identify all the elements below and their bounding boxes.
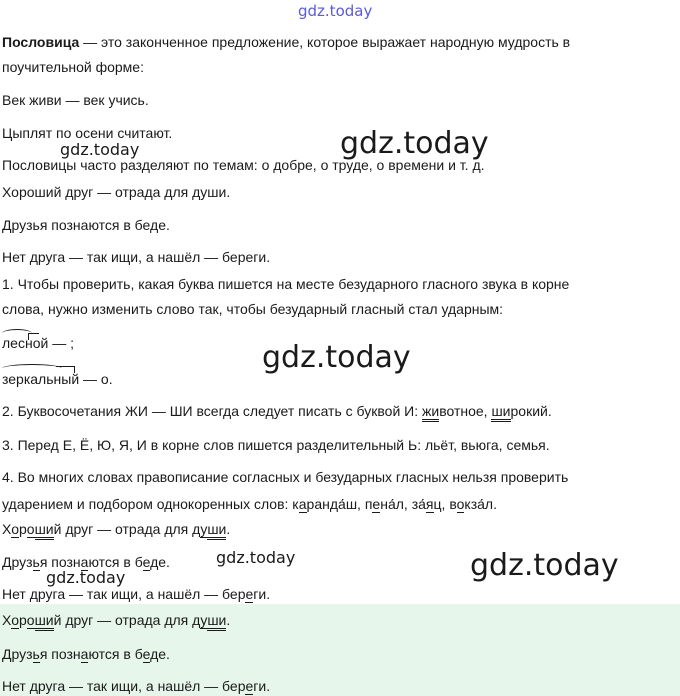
marked-letter: а	[298, 496, 307, 512]
watermark-mid2: gdz.today	[262, 340, 411, 375]
suffix: ьн	[46, 371, 62, 387]
watermark-left: gdz.today	[60, 140, 140, 159]
word-part: к	[292, 496, 299, 512]
proverb: Цыплят по осени считают.	[2, 125, 173, 141]
highlight-shi: ши	[491, 403, 510, 422]
watermark-bottom: gdz.today	[470, 548, 619, 583]
word-part: ются в б	[88, 554, 143, 570]
marked-letter: о	[26, 521, 35, 537]
word-part: Друз	[2, 646, 33, 662]
example-tail: — ;	[48, 335, 74, 351]
word-part: н	[380, 496, 388, 512]
word-part: Х	[2, 521, 12, 537]
example-tail: — о.	[79, 371, 113, 387]
marked-letter: е	[245, 678, 254, 694]
word-part: кз	[464, 496, 478, 512]
rule4-line2	[2, 495, 497, 513]
marked-letter: е	[142, 646, 151, 662]
word-part: де.	[150, 554, 170, 570]
word-part: л	[395, 496, 404, 512]
marked-proverb-a3	[2, 585, 270, 603]
suffix: н	[24, 335, 33, 351]
intro-line	[2, 33, 570, 51]
marked-letter: е	[142, 554, 151, 570]
word-part: Нет друга — так ищи, а нашёл — бер	[2, 678, 246, 694]
rule4-prefix: ударением и подбором однокоренных слов:	[2, 496, 293, 512]
word-part: я позн	[39, 646, 81, 662]
stressed-letter: а́	[477, 496, 485, 512]
proverb: Век живи — век учись.	[2, 92, 149, 108]
proverb: Хороший друг — отрада для души.	[2, 184, 231, 200]
word-part: де.	[150, 646, 170, 662]
marked-letter: е	[245, 586, 254, 602]
separator: ,	[403, 496, 412, 512]
marked-letter: о	[11, 521, 19, 537]
stressed-letter: а́	[418, 496, 426, 512]
rule4-line1: 4. Во многих словах правописание согласных и безударных гласных нельзя проверить	[2, 469, 569, 485]
word-part: р	[18, 521, 27, 537]
word-part: ранд	[306, 496, 339, 512]
watermark-mid1: gdz.today	[340, 126, 489, 161]
rule2-line	[2, 402, 552, 420]
stressed-letter: а́	[387, 496, 396, 512]
word-part: ются в б	[88, 646, 143, 662]
term-proverb: Пословица	[2, 34, 80, 50]
marked-proverb-b1	[2, 611, 230, 629]
marked-letter: а	[80, 646, 89, 662]
word-part: ц	[433, 496, 442, 512]
highlight-shi: ши	[207, 521, 226, 540]
root: зеркал	[2, 371, 47, 387]
intro-line-cont: поучительной форме:	[2, 59, 144, 75]
marked-proverb-b2	[2, 645, 170, 663]
word-part: ш	[345, 496, 358, 512]
marked-letter: а	[80, 554, 89, 570]
rule1-line2: слова, нужно изменить слово так, чтобы безударный гласный стал ударным:	[2, 301, 504, 317]
rule2-text: 2. Буквосочетания ЖИ — ШИ всегда следует писать с буквой И:	[2, 403, 422, 419]
stressed-letter: а́	[338, 496, 346, 512]
proverb: Нет друга — так ищи, а нашёл — береги.	[2, 249, 271, 265]
watermark-top: gdz.today	[298, 2, 373, 20]
watermark-small2: gdz.today	[46, 568, 126, 587]
marked-letter: о	[11, 612, 19, 628]
marked-letter: ь	[32, 554, 40, 570]
word-part: Друз	[2, 554, 33, 570]
themes-line: Пословицы часто разделяют по темам: о добре, о труде, о времени и т. д.	[2, 157, 485, 173]
highlight-shi: ши	[35, 521, 54, 540]
marked-proverb-a1	[2, 520, 230, 538]
proverb: Друзья познаются в беде.	[2, 217, 170, 233]
period: .	[493, 496, 497, 512]
word-part: вотное,	[439, 403, 492, 419]
word-part: й друг — отрада для д	[53, 521, 201, 537]
word-part: й друг — отрада для д	[53, 612, 201, 628]
word-part: я позн	[39, 554, 81, 570]
word-part: Нет друга — так ищи, а нашёл — бер	[2, 586, 246, 602]
word-part: л	[484, 496, 494, 512]
word-part: п	[364, 496, 373, 512]
highlight-shi: ши	[207, 612, 226, 631]
period: .	[226, 521, 231, 537]
marked-letter: у	[200, 612, 208, 628]
ending: ый	[61, 371, 80, 387]
marked-letter: о	[26, 612, 35, 628]
marked-letter: е	[372, 496, 381, 512]
intro-definition: — это законченное предложение, которое выражает народную мудрость в	[79, 34, 571, 50]
word-part: Х	[2, 612, 12, 628]
separator: ,	[441, 496, 450, 512]
highlight-shi: ши	[35, 612, 54, 631]
marked-letter: ь	[32, 646, 40, 662]
word-part: з	[411, 496, 419, 512]
word-part: ги.	[253, 678, 271, 694]
rule1-line1: 1. Чтобы проверить, какая буква пишется на месте безударного гласного звука в корне	[2, 276, 570, 292]
marked-letter: у	[200, 521, 208, 537]
word-part: рокий.	[510, 403, 552, 419]
word-part: ги.	[253, 586, 271, 602]
rule3-line: 3. Перед Е, Ё, Ю, Я, И в корне слов пишется разделительный Ь: льёт, вьюга, семья.	[2, 437, 550, 453]
marked-letter: о	[456, 496, 465, 512]
marked-proverb-b3	[2, 677, 270, 695]
ending: ой	[32, 335, 49, 351]
word-part: в	[449, 496, 457, 512]
separator: ,	[357, 496, 365, 512]
suffix-mark	[28, 333, 39, 340]
highlight-zhi: жи	[422, 403, 439, 422]
watermark-small1: gdz.today	[216, 548, 296, 567]
marked-letter: я	[425, 496, 434, 512]
suffix-mark	[56, 366, 75, 373]
word-part: р	[18, 612, 27, 628]
root: лес	[2, 335, 25, 351]
marked-proverb-a2	[2, 553, 170, 571]
period: .	[226, 612, 231, 628]
